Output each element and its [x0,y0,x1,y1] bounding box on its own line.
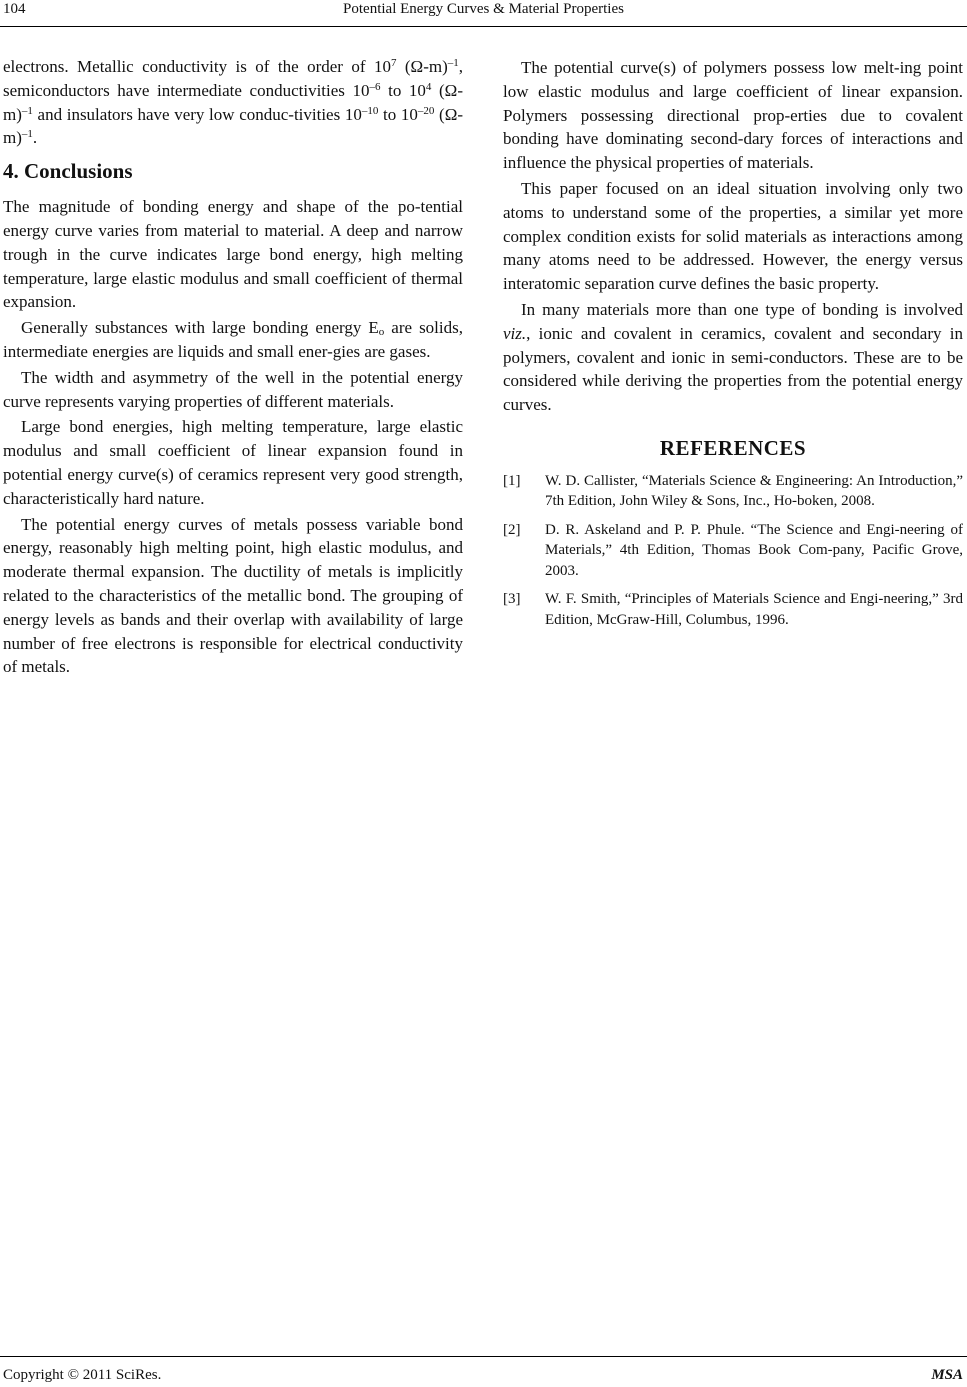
reference-number: [2] [503,521,521,538]
running-title: Potential Energy Curves & Material Properties [343,1,624,17]
copyright-notice: Copyright © 2011 SciRes. [3,1367,162,1383]
paragraph-ideal-situation: This paper focused on an ideal situation involving only two atoms to understand some of the properties, a similar yet more complex condition exists for solid materials as interactions among many atoms need to be addressed. However, the energy versus interatomic separation curve defines the basic property. [503,178,963,294]
paragraph-polymers: The potential curve(s) of polymers possess low melt-ing point low elastic modulus and large coefficient of linear expansion. Polymers possessing directional prop-erties due to covalent bonding have dominating second-dary forces of interactions and influence the physical properties of materials. [503,58,963,173]
paragraph-bonding-energy: The magnitude of bonding energy and shape of the po-tential energy curve varies from material to material. A deep and narrow trough in the curve indicates large bond energy, high melting temperature, large elastic modulus and small coefficient of thermal expansion. [3,197,463,312]
references-heading: REFERENCES [659,435,807,460]
reference-list [503,471,963,631]
reference-item [503,520,963,582]
page-number: 104 [3,1,26,17]
left-column [3,55,463,681]
right-column [503,56,963,638]
paragraph-multiple-bonding: In many materials more than one type of bonding is involved viz., ionic and covalent in ceramics, covalent and secondary in polymers, covalent and ionic in semi-conductors. These are to be considered while deriving the properties from the potential energy curves. [503,299,963,415]
reference-item [503,589,963,630]
paragraph-metals: The potential energy curves of metals possess variable bond energy, reasonably high melting point, high elastic modulus, and moderate thermal expansion. The ductility of metals is implicitly related to the characteristics of the metallic bond. The grouping of energy levels as bands and their overlap with availability of large number of free electrons is responsible for electrical conductivity of metals. [3,514,463,677]
paragraph-conductivity: electrons. Metallic conductivity is of the order of $10^7$ $(\Omega-m)^{-1}$, semiconductors have intermediate conductivities $10^{-6}$ to $10^4$ $(\Omega-m)^{-1}$ and insulators have very low conduc-tivities $10^{-10}$ to $10^{-20}$ $(\Omega-m)^{-1}$. [3,56,463,148]
paragraph-substances: Generally substances with large bonding energy $E_o$ are solids, intermediate energies are liquids and small ener-gies are gases. [3,318,463,361]
section-heading-conclusions: 4. Conclusions [3,159,133,184]
page-footer [0,1356,967,1387]
reference-text: W. F. Smith, “Principles of Materials Science and Engi-neering,” 3rd Edition, McGraw-Hill, Columbus, 1996. [545,591,963,628]
journal-abbreviation: MSA [931,1367,963,1383]
reference-number: [1] [503,472,521,489]
reference-text: D. R. Askeland and P. P. Phule. “The Science and Engi-neering of Materials,” 4th Edition, Thomas Book Com-pany, Pacific Grove, 2003. [545,521,963,579]
page-header [0,0,967,27]
reference-text: W. D. Callister, “Materials Science & Engineering: An Introduction,” 7th Edition, John Wiley & Sons, Inc., Ho-boken, 2008. [545,472,963,510]
reference-item [503,471,963,512]
paragraph-well-width: The width and asymmetry of the well in the potential energy curve represents varying properties of different materials. [3,367,463,411]
paragraph-ceramics: Large bond energies, high melting temperature, large elastic modulus and small coefficient of linear expansion found in potential energy curve(s) of ceramics represent very good strength, characteristically hard nature. [3,417,463,508]
reference-number: [3] [503,591,521,608]
